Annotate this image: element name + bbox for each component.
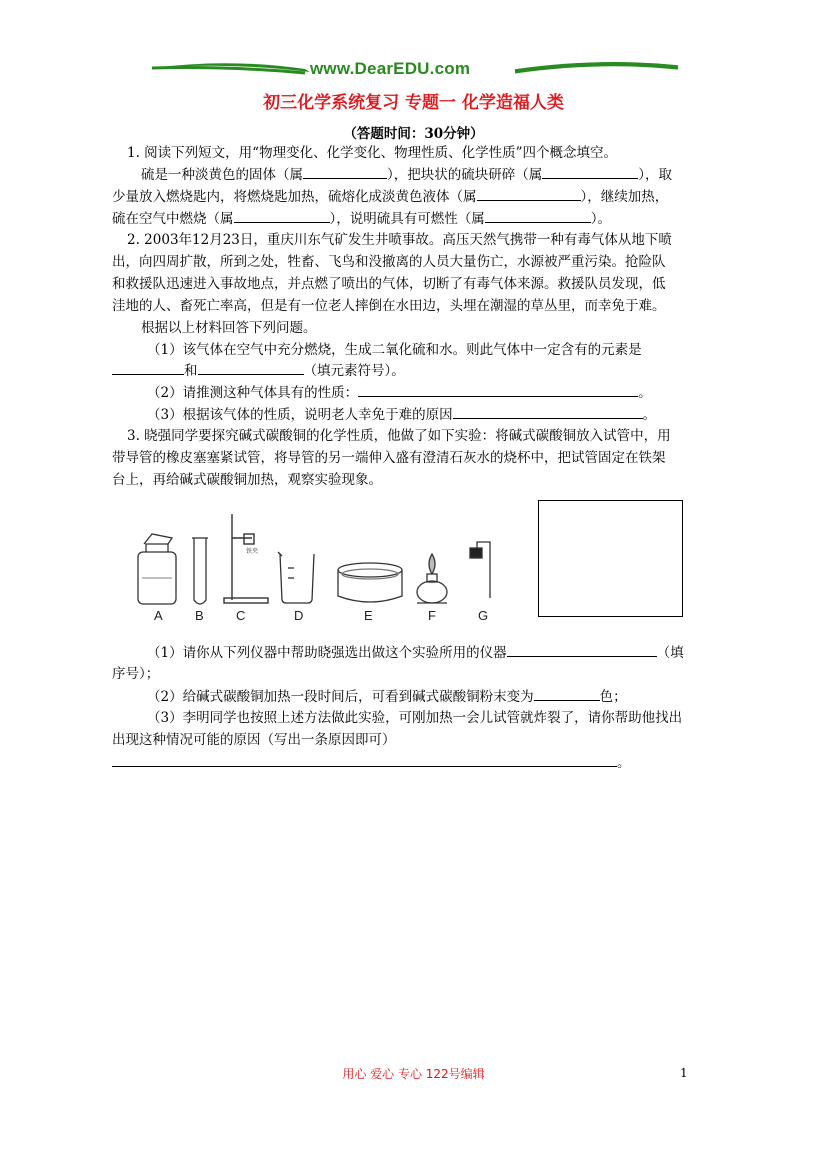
q3-sub2: （2）给碱式碳酸铜加热一段时间后，可看到碱式碳酸铜粉末变为 色； [147,686,627,707]
stopper-tube-icon [470,542,490,598]
q2-sub1: （1）该气体在空气中充分燃烧，生成二氧化硫和水。则此气体中一定含有的元素是 [147,342,642,358]
q2-para-line3: 和救援队迅速进入事故地点，并点燃了喷出的气体，切断了有毒气体来源。救援队员发现，低 [112,276,666,292]
label-B: B [195,608,204,623]
q1-line2: 少量放入燃烧匙内，将燃烧匙加热，硫熔化成淡黄色液体（属 ），继续加热， [112,186,668,207]
page-number: 1 [680,1066,688,1080]
q1-blank-5[interactable] [485,208,591,223]
beaker-icon [278,552,314,603]
apparatus-figure [132,508,512,628]
time-note: （答题时间：30分钟） [343,126,484,142]
document-title: 初三化学系统复习 专题一 化学造福人类 [263,93,564,113]
test-tube-icon [192,538,208,604]
label-C: C [236,608,246,623]
q2-para-line4: 洼地的人、畜死亡率高，但是有一位老人摔倒在水田边，头埋在潮湿的草丛里，而幸免于难。 [112,298,666,314]
q3-blank-instruments[interactable] [507,642,657,657]
q1-blank-3[interactable] [477,186,581,201]
q2-blank-reason[interactable] [453,404,643,419]
q1-blank-2[interactable] [542,164,638,179]
label-E: E [364,608,373,623]
label-G: G [478,608,489,623]
q2-blank-element-1[interactable] [112,360,184,375]
q2-para-line1: 2. 2003年12月23日，重庆川东气矿发生井喷事故。高压天然气携带一种有毒气体从地下喷 [127,232,672,248]
q3-para-line3: 台上，再给碱式碳酸铜加热，观察实验现象。 [112,472,382,488]
q1-blank-1[interactable] [303,164,387,179]
q1-intro: 1. 阅读下列短文，用“物理变化、化学变化、物理性质、化学性质”四个概念填空。 [127,145,617,161]
q3-sub3-answer: 。 [112,752,631,773]
q3-sub1: （1）请你从下列仪器中帮助晓强选出做这个实验所用的仪器 （填 [147,642,684,663]
q3-sub3: （3）李明同学也按照上述方法做此实验，可刚加热一会儿试管就炸裂了，请你帮助他找出 [147,710,683,726]
q3-blank-color[interactable] [534,686,600,701]
label-A: A [154,608,163,623]
q3-blank-reason[interactable] [112,752,617,767]
drawing-answer-box[interactable] [538,500,683,617]
site-logo-text: www.DearEDU.com [310,59,471,78]
q1-line3: 硫在空气中燃烧（属 ），说明硫具有可燃性（属 ）。 [112,208,611,229]
q2-blank-property[interactable] [358,382,638,397]
q2-sub3: （3）根据该气体的性质，说明老人幸免于难的原因 。 [147,404,656,425]
q3-sub1-cont: 序号）； [112,666,160,682]
q1-line1: 硫是一种淡黄色的固体（属 ），把块状的硫块研碎（属 ），取 [141,164,672,185]
q3-para-line2: 带导管的橡皮塞塞紧试管，将导管的另一端伸入盛有澄清石灰水的烧杯中，把试管固定在铁架 [112,450,666,466]
q2-blank-element-2[interactable] [198,360,304,375]
q2-instruction: 根据以上材料回答下列问题。 [141,320,317,336]
footer-text: 用心 爱心 专心 122号编辑 [342,1067,485,1081]
q2-sub2: （2）请推测这种气体具有的性质： 。 [147,382,652,403]
svg-text:铁夹: 铁夹 [246,548,259,555]
water-trough-icon [338,563,402,602]
iron-stand-icon [224,514,268,603]
q1-blank-4[interactable] [234,208,330,223]
reagent-bottle-icon [138,534,176,604]
label-D: D [294,608,304,623]
q2-para-line2: 出，向四周扩散，所到之处，牲畜、飞鸟和没撤离的人员大量伤亡，水源被严重污染。抢险队 [112,254,666,270]
q3-sub3-cont: 出现这种情况可能的原因（写出一条原因即可） [112,732,396,748]
q3-para-line1: 3. 晓强同学要探究碱式碳酸铜的化学性质，他做了如下实验：将碱式碳酸铜放入试管中，用 [127,428,671,444]
q2-sub1-answer-line: 和 （填元素符号）。 [112,360,405,381]
label-F: F [428,608,436,623]
alcohol-lamp-icon [417,554,447,603]
